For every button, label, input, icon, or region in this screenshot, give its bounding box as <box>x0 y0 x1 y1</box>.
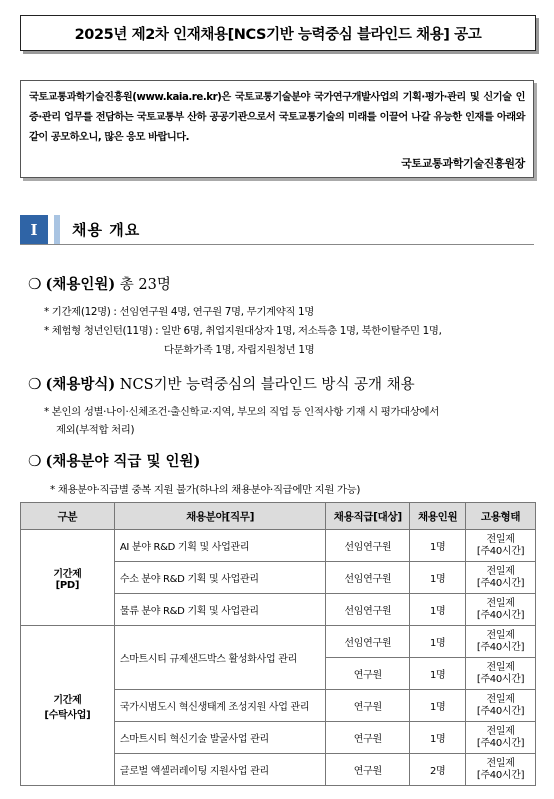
grade-cell: 연구원 <box>326 658 410 690</box>
grade-cell: 선임연구원 <box>326 626 410 658</box>
heading-label: (채용인원) <box>45 276 116 293</box>
field-cell: 물류 분야 R&D 기획 및 사업관리 <box>114 594 326 626</box>
title-text: 2025년 제2차 인재채용[NCS기반 능력중심 블라인드 채용] 공고 <box>74 26 482 43</box>
employment-cell <box>466 754 536 786</box>
count-cell: 1명 <box>410 530 466 562</box>
section-number: Ⅰ <box>20 215 48 245</box>
grade-cell: 연구원 <box>326 690 410 722</box>
emp-line: [주40시간] <box>476 545 525 557</box>
table-header-row <box>21 503 536 530</box>
grade-cell: 연구원 <box>326 754 410 786</box>
recruit-table <box>20 502 536 786</box>
intro-signature: 국토교통과학기술진흥원장 <box>401 157 525 170</box>
table-header: 채용인원 <box>410 503 466 530</box>
count-cell: 1명 <box>410 594 466 626</box>
emp-line: 전일제 <box>486 693 515 705</box>
count-cell: 2명 <box>410 754 466 786</box>
emp-line: [주40시간] <box>476 673 525 685</box>
circle-bullet-icon: ❍ <box>28 452 42 470</box>
grade-cell: 선임연구원 <box>326 530 410 562</box>
section-accent-bar <box>54 215 60 245</box>
emp-line: 전일제 <box>486 533 515 545</box>
heading-recruit-method <box>28 373 415 394</box>
employment-cell <box>466 690 536 722</box>
emp-line: [주40시간] <box>476 705 525 717</box>
employment-cell <box>466 530 536 562</box>
heading-rest: 총 23명 <box>115 277 171 293</box>
heading-label: (채용방식) <box>45 376 116 393</box>
table-row <box>21 626 536 658</box>
group-line: 기간제 <box>53 694 82 706</box>
group-cell-pd <box>21 530 115 626</box>
emp-line: [주40시간] <box>476 769 525 781</box>
circle-bullet-icon: ❍ <box>28 375 42 393</box>
method-line-2: 제외(부적합 처리) <box>56 424 135 436</box>
table-header: 구분 <box>21 503 115 530</box>
emp-line: 전일제 <box>486 597 515 609</box>
group-line: [PD] <box>55 579 80 591</box>
field-cell: 스마트시티 규제샌드박스 활성화사업 관리 <box>114 626 326 690</box>
field-cell: 스마트시티 혁신기술 발굴사업 관리 <box>114 722 326 754</box>
count-line-3: 다문화가족 1명, 자립지원청년 1명 <box>164 344 315 356</box>
employment-cell <box>466 626 536 658</box>
emp-line: 전일제 <box>486 661 515 673</box>
heading-label: (채용분야 직급 및 인원) <box>45 453 201 470</box>
emp-line: 전일제 <box>486 725 515 737</box>
group-line: [수탁사업] <box>44 709 91 721</box>
intro-text: 국토교통과학기술진흥원(www.kaia.re.kr)은 국토교통기술분야 국가연구개발사업의 기획·평가·관리 및 신기술 인증·관리 업무를 전담하는 국토교통부 산하 공공기관으로서 국토교통기술의 미래를 이끌어 나갈 유능한 인재를 아래와 같이 공모하오니, 많은 응모 바랍니다. <box>29 92 525 143</box>
count-line-2: * 체험형 청년인턴(11명) : 일반 6명, 취업지원대상자 1명, 저소득층 1명, 북한이탈주민 1명, <box>44 325 442 337</box>
employment-cell <box>466 562 536 594</box>
count-cell: 1명 <box>410 626 466 658</box>
table-header: 채용분야[직무] <box>114 503 326 530</box>
heading-rest: NCS기반 능력중심의 블라인드 방식 공개 채용 <box>115 377 415 393</box>
count-line-1: * 기간제(12명) : 선임연구원 4명, 연구원 7명, 무기계약직 1명 <box>44 306 314 318</box>
field-cell: 국가시범도시 혁신생태계 조성지원 사업 관리 <box>114 690 326 722</box>
table-header: 고용형태 <box>466 503 536 530</box>
emp-line: [주40시간] <box>476 737 525 749</box>
emp-line: 전일제 <box>486 757 515 769</box>
heading-recruit-field <box>28 450 200 471</box>
group-line: 기간제 <box>53 568 82 580</box>
page-title <box>20 15 536 51</box>
grade-cell: 선임연구원 <box>326 594 410 626</box>
table-row <box>21 530 536 562</box>
field-note: * 채용분야·직급별 중복 지원 불가(하나의 채용분야·직급에만 지원 가능) <box>50 484 361 496</box>
method-line-1: * 본인의 성별·나이·신체조건·출신학교·지역, 부모의 직업 등 인적사항 기재 시 평가대상에서 <box>44 406 439 418</box>
field-cell: AI 분야 R&D 기획 및 사업관리 <box>114 530 326 562</box>
count-cell: 1명 <box>410 722 466 754</box>
employment-cell <box>466 722 536 754</box>
count-cell: 1명 <box>410 562 466 594</box>
group-cell-contract <box>21 626 115 786</box>
grade-cell: 선임연구원 <box>326 562 410 594</box>
section-divider <box>20 244 534 245</box>
emp-line: 전일제 <box>486 629 515 641</box>
count-cell: 1명 <box>410 658 466 690</box>
field-cell: 수소 분야 R&D 기획 및 사업관리 <box>114 562 326 594</box>
employment-cell <box>466 594 536 626</box>
section-header <box>20 215 534 245</box>
employment-cell <box>466 658 536 690</box>
intro-box <box>20 80 534 178</box>
emp-line: [주40시간] <box>476 641 525 653</box>
emp-line: [주40시간] <box>476 609 525 621</box>
circle-bullet-icon: ❍ <box>28 275 42 293</box>
count-cell: 1명 <box>410 690 466 722</box>
table-header: 채용직급[대상] <box>326 503 410 530</box>
section-title: 채용 개요 <box>72 221 141 239</box>
heading-recruit-count <box>28 273 171 294</box>
emp-line: [주40시간] <box>476 577 525 589</box>
grade-cell: 연구원 <box>326 722 410 754</box>
field-cell: 글로벌 액셀러레이팅 지원사업 관리 <box>114 754 326 786</box>
emp-line: 전일제 <box>486 565 515 577</box>
